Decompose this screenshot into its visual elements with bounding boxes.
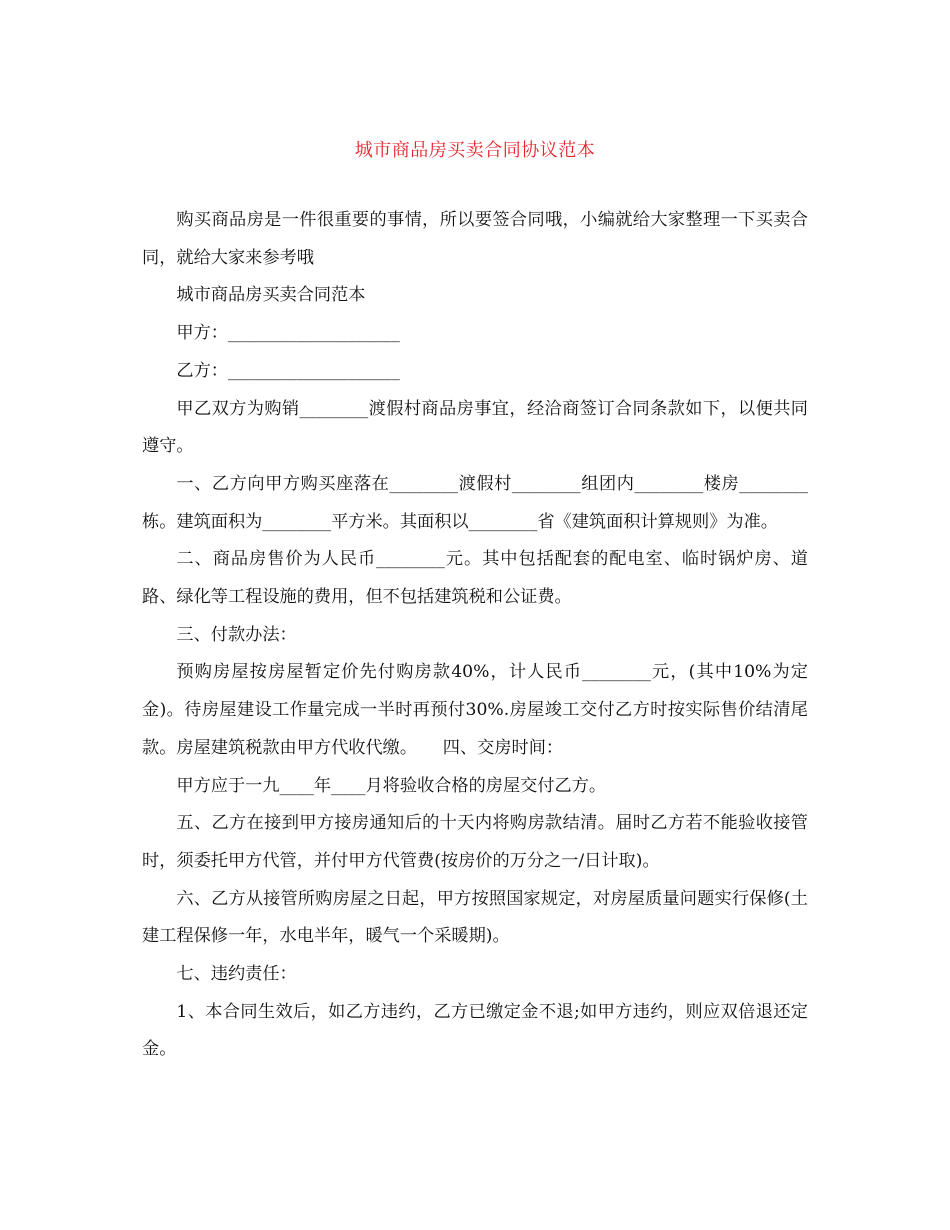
document-title: 城市商品房买卖合同协议范本 — [354, 140, 596, 161]
paragraph-breach-1: 1、本合同生效后，如乙方违约，乙方已缴定金不退;如甲方违约，则应双倍退还定金。 — [142, 1001, 808, 1060]
paragraph-clause-6: 六、乙方从接管所购房屋之日起，甲方按照国家规定，对房屋质量问题实行保修(土建工程保修一年，水电半年，暖气一个采暖期)。 — [142, 888, 808, 947]
paragraph-clause-3-heading: 三、付款办法： — [176, 624, 297, 645]
paragraph-clause-2: 二、商品房售价为人民币________元。其中包括配套的配电室、临时锅炉房、道路、绿化等工程设施的费用，但不包括建筑税和公证费。 — [142, 549, 808, 608]
paragraph-clause-5: 五、乙方在接到甲方接房通知后的十天内将购房款结清。届时乙方若不能验收接管时，须委托甲方代管，并付甲方代管费(按房价的万分之一/日计取)。 — [142, 813, 808, 871]
paragraph-intro: 购买商品房是一件很重要的事情，所以要签合同哦，小编就给大家整理一下买卖合同，就给大家来参考哦 — [142, 210, 808, 268]
paragraph-party-a: 甲方：____________________ — [176, 323, 400, 344]
paragraph-payment: 预购房屋按房屋暂定价先付购房款40%，计人民币________元，(其中10%为定金)。待房屋建设工作量完成一半时再预付30%.房屋竣工交付乙方时按实际售价结清尾款。房屋建筑税款由甲方代收代缴。 四、交房时间： — [142, 662, 808, 758]
paragraph-delivery: 甲方应于一九____年____月将验收合格的房屋交付乙方。 — [176, 775, 607, 796]
paragraph-clause-7-heading: 七、违约责任： — [176, 964, 297, 985]
paragraph-clause-1: 一、乙方向甲方购买座落在________渡假村________组团内________楼房________栋。建筑面积为________平方米。其面积以________省《建筑面积计算规则》为准。 — [142, 473, 808, 532]
paragraph-subtitle: 城市商品房买卖合同范本 — [176, 285, 366, 306]
document-body — [142, 202, 808, 1069]
paragraph-party-b: 乙方：____________________ — [176, 360, 400, 381]
paragraph-preamble: 甲乙双方为购销________渡假村商品房事宜，经洽商签订合同条款如下，以便共同遵守。 — [142, 398, 808, 457]
